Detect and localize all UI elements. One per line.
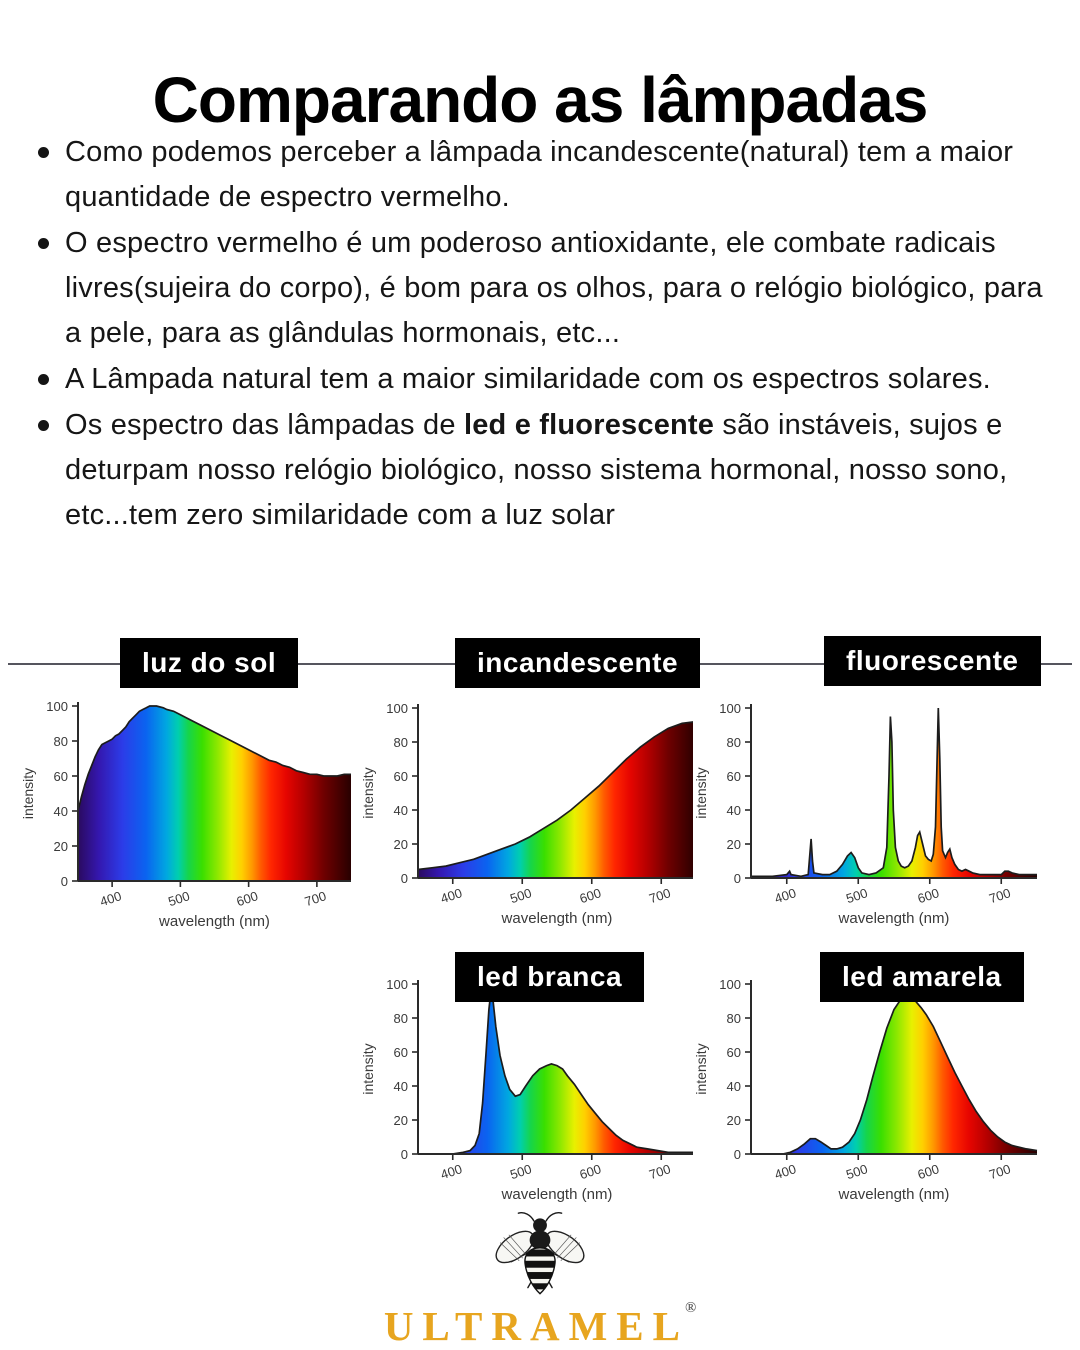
- svg-text:100: 100: [46, 699, 68, 714]
- spectrum-plot: [20, 690, 365, 935]
- svg-text:20: 20: [393, 837, 408, 852]
- svg-text:60: 60: [393, 1045, 408, 1060]
- bullet-text: [65, 403, 1050, 538]
- bullet-item: [38, 403, 1050, 538]
- svg-text:600: 600: [577, 1161, 603, 1183]
- svg-text:intensity: intensity: [360, 767, 376, 819]
- brand-text: ULTRAMEL: [383, 1303, 689, 1349]
- svg-text:500: 500: [844, 885, 870, 907]
- svg-text:20: 20: [53, 839, 68, 854]
- svg-text:0: 0: [733, 871, 741, 886]
- bullet-text-pre: Os espectro das lâmpadas de: [65, 409, 464, 441]
- svg-text:60: 60: [53, 769, 68, 784]
- svg-text:400: 400: [438, 885, 464, 907]
- svg-text:600: 600: [234, 888, 260, 910]
- chart-label-luz-do-sol: luz do sol: [120, 638, 298, 688]
- svg-text:400: 400: [772, 1161, 798, 1183]
- bullet-dot-icon: [38, 420, 49, 431]
- bullet-text-post: são instáveis, sujos e deturpam nosso relógio biológico, nosso sistema hormonal, nosso sono, etc...tem zero similaridade com a luz solar: [65, 409, 1008, 531]
- page-title: Comparando as lâmpadas: [152, 63, 928, 136]
- svg-text:100: 100: [386, 701, 408, 716]
- spectrum-area: [751, 996, 1037, 1154]
- bullet-text-bold: led e fluorescente: [463, 409, 715, 441]
- chart-label-led-branca: led branca: [455, 952, 644, 1002]
- svg-text:600: 600: [915, 1161, 941, 1183]
- svg-text:0: 0: [400, 871, 408, 886]
- spectrum-plot: [693, 968, 1051, 1208]
- svg-text:80: 80: [393, 1011, 408, 1026]
- chart-led-branca: [360, 968, 710, 1208]
- svg-text:600: 600: [577, 885, 603, 907]
- svg-text:intensity: intensity: [360, 1043, 376, 1095]
- bullet-item: [38, 221, 1050, 356]
- brand-logo: [0, 1208, 1080, 1350]
- svg-text:40: 40: [726, 803, 741, 818]
- svg-text:60: 60: [393, 769, 408, 784]
- bullet-text: A Lâmpada natural tem a maior similaridade com os espectros solares.: [65, 363, 991, 395]
- spectrum-area: [418, 991, 696, 1154]
- bullet-item: [38, 357, 1050, 402]
- svg-text:20: 20: [726, 837, 741, 852]
- svg-text:700: 700: [647, 1161, 673, 1183]
- svg-text:500: 500: [166, 888, 192, 910]
- svg-text:wavelength (nm): wavelength (nm): [838, 1186, 950, 1203]
- svg-text:700: 700: [302, 888, 329, 910]
- bullet-item: [38, 130, 1050, 220]
- chart-incandescente: [360, 692, 710, 932]
- svg-text:80: 80: [53, 734, 68, 749]
- bullet-text: Como podemos perceber a lâmpada incandescente(natural) tem a maior quantidade de espectro vermelho.: [65, 136, 1014, 213]
- svg-text:0: 0: [733, 1147, 741, 1162]
- svg-text:100: 100: [386, 977, 408, 992]
- svg-text:0: 0: [60, 874, 68, 889]
- svg-text:600: 600: [915, 885, 941, 907]
- svg-text:100: 100: [719, 701, 741, 716]
- svg-text:60: 60: [726, 769, 741, 784]
- svg-text:wavelength (nm): wavelength (nm): [501, 1186, 613, 1203]
- spectrum-plot: [693, 692, 1051, 932]
- svg-text:20: 20: [393, 1113, 408, 1128]
- bullet-text: O espectro vermelho é um poderoso antioxidante, ele combate radicais livres(sujeira do corpo), é bom para os olhos, para o relógio biológico, para a pele, para as glândulas hormonais, etc...: [65, 227, 1043, 349]
- svg-text:700: 700: [987, 1161, 1013, 1183]
- svg-text:wavelength (nm): wavelength (nm): [838, 910, 950, 927]
- svg-text:40: 40: [393, 803, 408, 818]
- svg-text:700: 700: [987, 885, 1013, 907]
- spectrum-plot: [360, 692, 710, 932]
- bee-icon: [488, 1208, 592, 1298]
- bullet-dot-icon: [38, 238, 49, 249]
- svg-text:80: 80: [393, 735, 408, 750]
- svg-text:wavelength (nm): wavelength (nm): [159, 913, 270, 930]
- svg-text:intensity: intensity: [693, 1043, 709, 1095]
- chart-fluorescente: [693, 692, 1051, 932]
- svg-text:80: 80: [726, 735, 741, 750]
- svg-text:400: 400: [438, 1161, 464, 1183]
- brand-name: [384, 1300, 696, 1350]
- svg-text:intensity: intensity: [693, 767, 709, 819]
- chart-label-fluorescente: fluorescente: [824, 636, 1041, 686]
- svg-text:40: 40: [53, 804, 68, 819]
- svg-text:700: 700: [647, 885, 673, 907]
- spectrum-area: [418, 722, 696, 878]
- svg-text:40: 40: [393, 1079, 408, 1094]
- registered-mark: ®: [684, 1300, 697, 1316]
- svg-text:0: 0: [400, 1147, 408, 1162]
- bullet-list: [38, 130, 1050, 539]
- spectrum-plot: [360, 968, 710, 1208]
- svg-text:400: 400: [98, 888, 124, 910]
- svg-text:40: 40: [726, 1079, 741, 1094]
- chart-label-led-amarela: led amarela: [820, 952, 1024, 1002]
- bullet-dot-icon: [38, 374, 49, 385]
- svg-text:400: 400: [772, 885, 798, 907]
- svg-text:20: 20: [726, 1113, 741, 1128]
- spectrum-area: [751, 708, 1037, 878]
- svg-text:wavelength (nm): wavelength (nm): [501, 910, 613, 927]
- chart-luz-do-sol: [20, 690, 365, 935]
- svg-text:500: 500: [508, 885, 534, 907]
- svg-text:100: 100: [719, 977, 741, 992]
- svg-text:60: 60: [726, 1045, 741, 1060]
- svg-text:500: 500: [844, 1161, 870, 1183]
- svg-text:500: 500: [508, 1161, 534, 1183]
- svg-text:80: 80: [726, 1011, 741, 1026]
- chart-label-incandescente: incandescente: [455, 638, 700, 688]
- chart-led-amarela: [693, 968, 1051, 1208]
- bullet-dot-icon: [38, 147, 49, 158]
- svg-text:intensity: intensity: [20, 767, 36, 820]
